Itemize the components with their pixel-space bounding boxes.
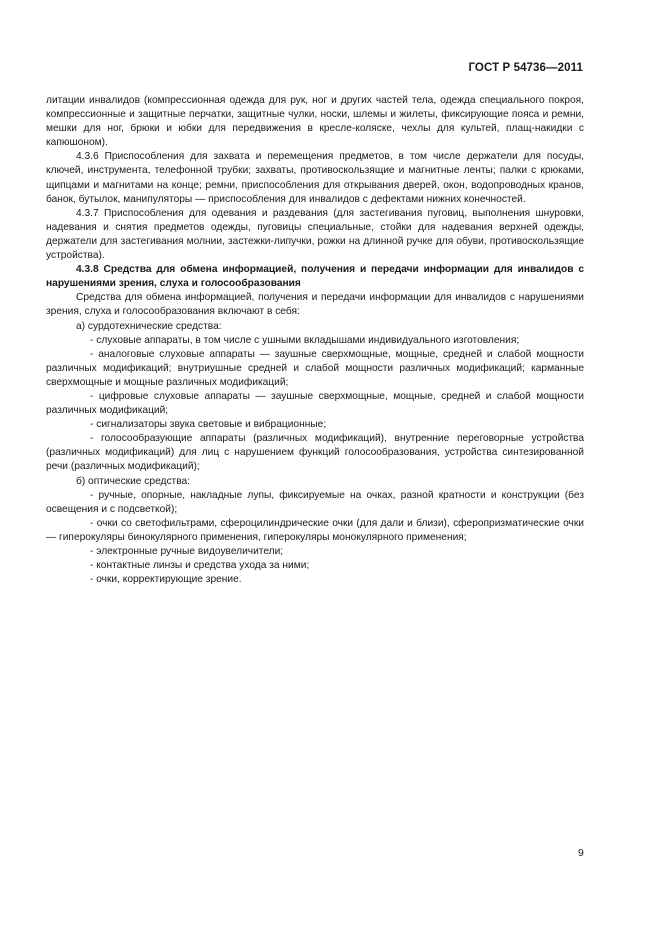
page-number: 9: [578, 847, 584, 859]
list-heading-a: а) сурдотехнические средства:: [76, 320, 222, 332]
list-item: - очки со светофильтрами, сфероцилиндрические очки (для дали и близи), сферопризматические очки — гиперокуляры бинокулярного применения, гиперокуляры монокулярного применения;: [46, 517, 584, 543]
list-item: - слуховые аппараты, в том числе с ушными вкладышами индивидуального изготовления;: [90, 334, 520, 346]
document-body: [46, 94, 584, 587]
document-header: ГОСТ Р 54736—2011: [468, 62, 583, 74]
list-item: - электронные ручные видоувеличители;: [90, 546, 284, 557]
section-heading-4-3-8: 4.3.8 Средства для обмена информацией, получения и передачи информации для инвалидов с нарушениями зрения, слуха и голосообразования: [46, 264, 584, 290]
paragraph-4-3-7: 4.3.7 Приспособления для одевания и раздевания (для застегивания пуговиц, выполнения шнуровки, надевания и снятия предметов одежды, пуговицы специальные, стойки для надевания верхней одежды, держатели для застегивания молнии, застежки-липучки, рожки на длинной ручке для обуви, противоскользящие устройства).: [46, 207, 584, 262]
paragraph-4-3-6: 4.3.6 Приспособления для захвата и перемещения предметов, в том числе держатели для посуды, ключей, инструмента, телефонной трубки; захваты, противоскользящие и магнитные ленты; палки с крюками, щипцами и магнитами на конце; ремни, приспособления для открывания дверей, окон, водопроводных кранов, банок, бутылок, манипуляторы — приспособления для инвалидов с дефектами нижних конечностей.: [46, 151, 584, 205]
list-item: - аналоговые слуховые аппараты — заушные сверхмощные, мощные, средней и слабой мощности различных модификаций; внутриушные средней и слабой мощности различных модификаций; карманные сверхмощные и мощные различных модификаций;: [46, 348, 584, 388]
paragraph-continuation: литации инвалидов (компрессионная одежда для рук, ног и других частей тела, одежда специального покроя, компрессионные и защитные перчатки, защитные чулки, носки, шлемы и жилеты, фиксирующие пояса и ремни, мешки для ног, брюки и юбки для передвижения в кресле-коляске, чехлы для культей, плащ-накидки с капюшоном).: [46, 95, 584, 149]
list-item: - голосообразующие аппараты (различных модификаций), внутренние переговорные устройства (различных модификаций) для лиц с нарушением функций голосообразования, устройства синтезированной речи (различных модификаций);: [46, 433, 584, 473]
list-item: - сигнализаторы звука световые и вибрационные;: [90, 419, 327, 431]
list-item: - очки, корректирующие зрение.: [90, 574, 242, 586]
list-item: - контактные линзы и средства ухода за ними;: [90, 560, 310, 572]
list-item: - цифровые слуховые аппараты — заушные сверхмощные, мощные, средней и слабой мощности различных модификаций;: [46, 390, 584, 417]
list-heading-b: б) оптические средства:: [76, 475, 191, 487]
list-item: - ручные, опорные, накладные лупы, фиксируемые на очках, разной кратности и конструкции (без освещения и с подсветкой);: [46, 489, 584, 515]
paragraph-intro: Средства для обмена информацией, получения и передачи информации для инвалидов с нарушениями зрения, слуха и голосообразования включают в себя:: [46, 292, 584, 318]
